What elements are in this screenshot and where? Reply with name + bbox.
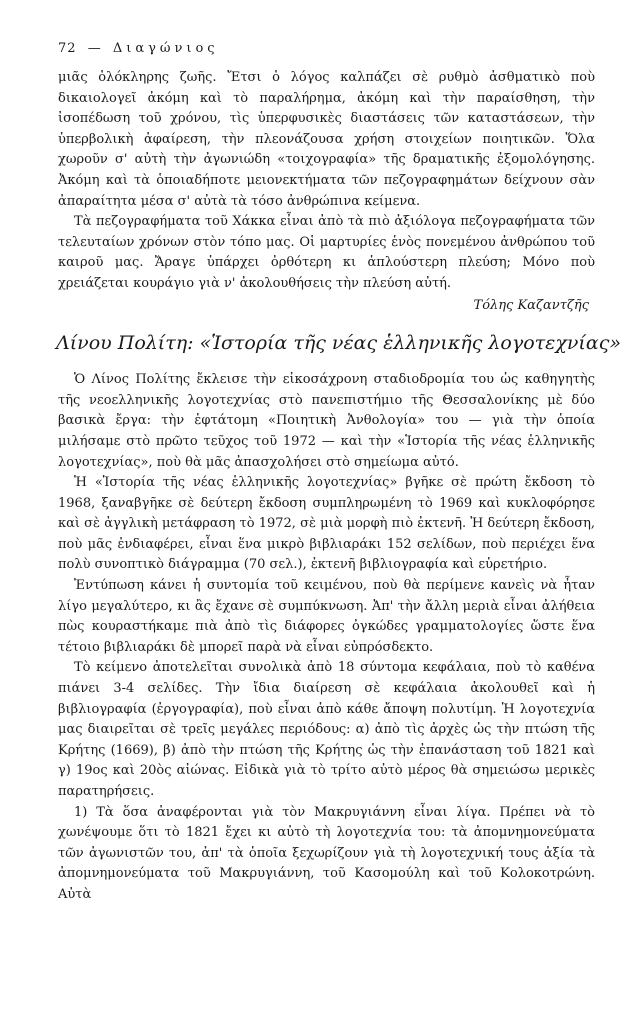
review1-paragraph-1: μιᾶς ὁλόκληρης ζωῆς. Ἔτσι ὁ λόγος καλπάζει σὲ ρυθμὸ ἀσθματικὸ ποὺ δικαιολογεῖ ἀκόμη καὶ τὸ παραλήρημα, ἀκόμη καὶ τὴν παραίσθηση, τὴν ἰσοπέδωση τοῦ χρόνου, τὶς ὑπερφυσικὲς διαστάσεις τῶν καταστάσεων, τὴν ὑπερβολικὴ ἀφαίρεση, τὴν πλεονάζουσα χρήση στοιχείων ποιητικῶν. Ὅλα χωροῦν σ' αὐτὴ τὴν ἀγωνιώδη «τοιχογραφία» τῆς δραματικῆς ἐξομολόγησης. Ἀκόμη καὶ τὰ ὁποιαδήποτε μειονεκτήματα τῶν πεζογραφημάτων δείχνουν σὰν ἀπαραίτητα μέσα σ' αὐτὰ τὰ τόσο ἀνθρώπινα κείμενα. (58, 70, 595, 209)
review2-paragraph-1: Ὁ Λίνος Πολίτης ἔκλεισε τὴν εἰκοσάχρονη σταδιοδρομία του ὡς καθηγητὴς τῆς νεοελληνικῆς λογοτεχνίας στὸ πανεπιστήμιο τῆς Θεσσαλονίκης μὲ δύο βασικὰ ἔργα: τὴν ἑφτάτομη «Ποιητικὴ Ἀνθολογία» του — γιὰ τὴν ὁποία μιλήσαμε στὸ πρῶτο τεῦχος τοῦ 1972 — καὶ τὴν «Ἱστορία τῆς νέας ἑλληνικῆς λογοτεχνίας», ποὺ θὰ μᾶς ἀπασχολήσει στὸ σημείωμα αὐτό. (58, 372, 595, 470)
header-dash: — (87, 41, 102, 56)
review1-author: Τόλης Καζαντζῆς (473, 297, 589, 313)
review2-title: Λίνου Πολίτη: «Ἱστορία τῆς νέας ἑλληνικῆς λογοτεχνίας» (56, 332, 621, 355)
review2-paragraph-4: Τὸ κείμενο ἀποτελεῖται συνολικὰ ἀπὸ 18 σύντομα κεφάλαια, ποὺ τὸ καθένα πιάνει 3-4 σελίδες. Τὴν ἴδια διαίρεση σὲ κεφάλαια ἀκολουθεῖ καὶ ἡ βιβλιογραφία (ἐργογραφία), ποὺ εἶναι ἀπὸ κάθε ἄποψη πολυτίμη. Ἡ λογοτεχνία μας διαιρεῖται σὲ τρεῖς μεγάλες περιόδους: α) ἀπὸ τὶς ἀρχὲς ὡς τὴν πτώση τῆς Κρήτης (1669), β) ἀπὸ τὴν πτώση τῆς Κρήτης ὡς τὴν ἐπανάσταση τοῦ 1821 καὶ γ) 19ος καὶ 20ὸς αἰώνας. Εἰδικὰ γιὰ τὸ τρίτο αὐτὸ μέρος θὰ σημειώσω μερικὲς παρατηρήσεις. (58, 660, 595, 799)
review1-paragraph-2: Τὰ πεζογραφήματα τοῦ Χάκκα εἶναι ἀπὸ τὰ πιὸ ἀξιόλογα πεζογραφήματα τῶν τελευταίων χρόνων στὸν τόπο μας. Οἱ μαρτυρίες ἑνὸς πονεμένου ἀνθρώπου τοῦ καιροῦ μας. Ἄραγε ὑπάρχει ὀρθότερη κι ἁπλούστερη πλεύση; Μόνο ποὺ χρειάζεται κουράγιο γιὰ ν' ἀκολουθήσεις τὴν πλεύση αὐτή. (58, 214, 595, 291)
review2-paragraph-2: Ἡ «Ἱστορία τῆς νέας ἑλληνικῆς λογοτεχνίας» βγῆκε σὲ πρώτη ἔκδοση τὸ 1968, ξαναβγῆκε σὲ δεύτερη ἔκδοση συμπληρωμένη τὸ 1969 καὶ κυκλοφόρησε καὶ σὲ ἀγγλικὴ μετάφραση τὸ 1972, σὲ μιὰ μορφὴ πιὸ ἐκτενῆ. Ἡ δεύτερη ἔκδοση, ποὺ μᾶς ἐνδιαφέρει, εἶναι ἕνα μικρὸ βιβλιαράκι 152 σελίδων, ποὺ περιέχει ἕνα πολὺ συνοπτικὸ διάγραμμα (70 σελ.), ἐκτενῆ βιβλιογραφία καὶ εὑρετήριο. (58, 475, 595, 573)
page-number: 72 (58, 41, 77, 56)
review2-paragraph-3: Ἐντύπωση κάνει ἡ συντομία τοῦ κειμένου, ποὺ θὰ περίμενε κανεὶς νὰ ἦταν λίγο μεγαλύτερο, κι ἂς ἔχανε σὲ συμπύκνωση. Ἀπ' τὴν ἄλλη μεριὰ εἶναι ἀλήθεια πὼς κουραστήκαμε πιὰ ἀπὸ τὶς διάφορες ὀγκώδες γραμματολογίες ὥστε ἕνα τέτοιο βιβλιαράκι δὲ μπορεῖ παρὰ νὰ εἶναι εὐπρόσδεκτο. (58, 578, 595, 655)
running-head (58, 40, 595, 58)
review-hakkas (58, 68, 595, 316)
review2-paragraph-5: 1) Τὰ ὅσα ἀναφέρονται γιὰ τὸν Μακρυγιάννη εἶναι λίγα. Πρέπει νὰ τὸ χωνέψουμε ὅτι τὸ 1821 ἔχει κι αὐτὸ τὴ λογοτεχνία του: τὰ ἀπομνημονεύματα τῶν ἀγωνιστῶν του, ἀπ' τὰ ὁποῖα ξεχωρίζουν γιὰ τὴ λογοτεχνική τους ἀξία τὰ ἀπομνημονεύματα τοῦ Μακρυγιάννη, τοῦ Κασομούλη καὶ τοῦ Κολοκοτρώνη. Αὐτὰ (58, 804, 595, 902)
journal-name: Διαγώνιος (112, 41, 219, 56)
review-politis (56, 330, 621, 905)
